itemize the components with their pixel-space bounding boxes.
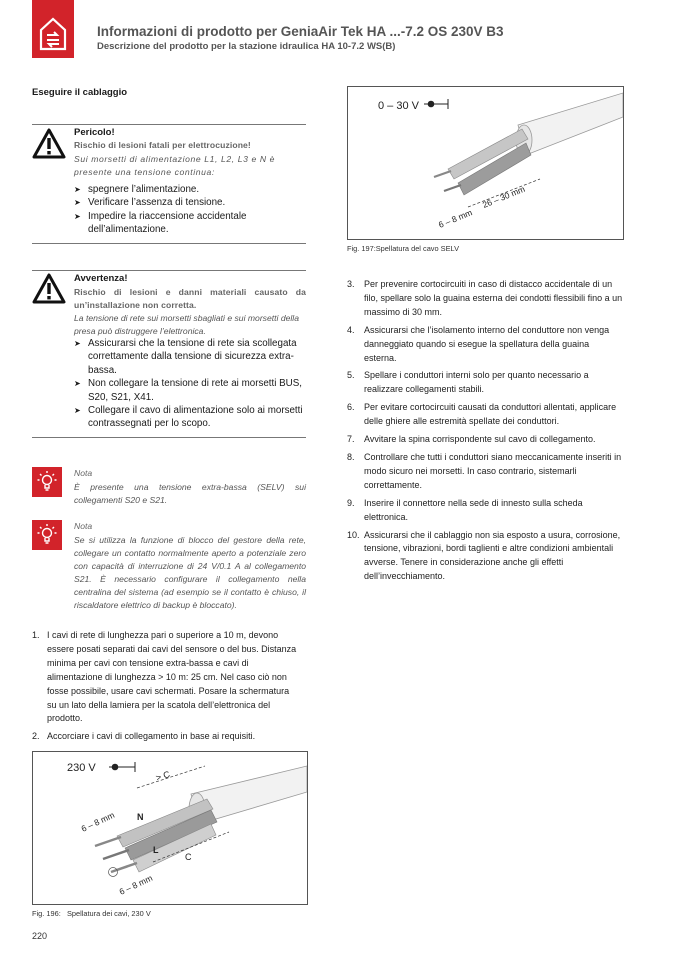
danger-title: Pericolo!: [74, 127, 115, 138]
warning-triangle-icon: [32, 273, 66, 305]
list-item: ➤ Impedire la riaccensione accidentale dell’alimentazione.: [74, 210, 306, 237]
note-title: Nota: [74, 468, 93, 478]
dim2-label: 6 – 8 mm: [437, 207, 474, 230]
list-item: 8. Controllare che tutti i conduttori siano meccanicamente inseriti in modo sicuro nei morsetti. In caso contrario, sistemarli correttamente.: [347, 451, 622, 490]
divider: [32, 437, 306, 438]
list-item: ➤ spegnere l’alimentazione.: [74, 183, 306, 196]
divider: [32, 124, 306, 125]
dim1-label: 26 – 30 mm: [481, 183, 527, 210]
caution-subtitle: Rischio di lesioni e danni materiali causato da un’installazione non corretta.: [74, 287, 306, 310]
cable-230v-illustration: [33, 752, 307, 904]
voltage-label: 230 V: [67, 762, 96, 774]
section-title: Eseguire il cablaggio: [32, 87, 128, 98]
lightbulb-icon: [32, 520, 62, 550]
note-text: È presente una tensione extra-bassa (SELV) sui collegamenti S20 e S21.: [74, 482, 306, 505]
cable-selv-illustration: [348, 87, 623, 239]
house-heat-icon: [32, 0, 74, 58]
list-item: 2. Accorciare i cavi di collegamento in base ai requisiti.: [32, 731, 256, 742]
list-item: 6. Per evitare cortocircuiti causati da conduttori allentati, applicare delle ghiere alle estremità spellate dei conduttori.: [347, 402, 617, 427]
steps-list-left: [32, 629, 298, 744]
divider: [32, 243, 306, 244]
dim-top-label: 6 – 8 mm: [79, 809, 116, 834]
list-item: ➤ Assicurarsi che la tensione di rete sia scollegata correttamente dalla tensione di sicurezza extra-bassa.: [74, 337, 306, 377]
figure-197: [347, 86, 624, 240]
caution-title: Avvertenza!: [74, 273, 128, 284]
danger-subtitle: Rischio di lesioni fatali per elettrocuzione!: [74, 140, 251, 150]
dim-bottom-label: 6 – 8 mm: [117, 872, 154, 897]
list-item: ➤ Collegare il cavo di alimentazione solo ai morsetti contrassegnati per lo scopo.: [74, 404, 306, 431]
note-title: Nota: [74, 521, 93, 531]
page-title: Informazioni di prodotto per GeniaAir Tek HA ...-7.2 OS 230V B3: [97, 24, 504, 39]
list-item: ➤ Non collegare la tensione di rete ai morsetti BUS, S20, S21, X41.: [74, 377, 306, 404]
lightbulb-icon: [32, 467, 62, 497]
list-item: ➤ Verificare l’assenza di tensione.: [74, 196, 306, 209]
list-item: 3. Per prevenire cortocircuiti in caso di distacco accidentale di un filo, spellare solo la guaina esterna dei condotti flessibili fino a un massimo di 30 mm.: [347, 279, 623, 317]
label-l: L: [153, 845, 159, 855]
voltage-label: 0 – 30 V: [378, 100, 419, 112]
dim-c-top-label: > C: [154, 768, 172, 783]
danger-text: Sui morsetti di alimentazione L1, L2, L3 e N è presente una tensione continua:: [74, 154, 276, 177]
page-number: 220: [32, 931, 48, 941]
note-text: Se si utilizza la funzione di blocco del gestore della rete, collegare un contatto normalmente aperto a potenziale zero con capacità di interruzione di 24 V/0.1 A al collegamento S21. È necessario configurare il collegamento nella centralina del sistema (ad esempio se il contatto è chiuso, il riscaldatore elettrico di backup è bloccato).: [74, 535, 306, 610]
list-item: 4. Assicurarsi che l’isolamento interno del conduttore non venga danneggiato quando si esegue la spellatura della guaina esterna.: [347, 324, 610, 363]
steps-list-right: [347, 278, 623, 584]
warning-triangle-icon: [32, 128, 66, 160]
list-item: 5. Spellare i conduttori interni solo per quanto necessario a realizzare collegamenti stabili.: [347, 370, 589, 395]
list-item: 7. Avvitare la spina corrispondente sul cavo di collegamento.: [347, 434, 596, 445]
label-n: N: [137, 812, 144, 822]
figure-196: [32, 751, 308, 905]
list-item: 1. I cavi di rete di lunghezza pari o superiore a 10 m, devono essere posati separati dai cavi del sensore o del bus. Distanza minima per cavi con tensione extra-bassa e cavi di alimentazione di lunghezza > 10 m: 25 cm. Nel caso ciò non fosse possibile, usare cavi schermati. Posare la schermatura su un lato della lamiera per la scatola dell’elettronica del prodotto.: [32, 630, 297, 724]
caution-text: La tensione di rete sui morsetti sbagliati e sui morsetti della presa può distruggere l’elettronica.: [74, 313, 299, 336]
dim-c-label: C: [185, 852, 192, 862]
caution-list: [74, 337, 306, 431]
list-item: 9. Inserire il connettore nella sede di innesto sulla scheda elettronica.: [347, 497, 583, 522]
list-item: 10. Assicurarsi che il cablaggio non sia esposto a usura, corrosione, tensione, vibrazioni, bordi taglienti e altre condizioni ambientali avverse. Tenere in considerazione anche gli effetti dell’invecchiamento.: [347, 529, 621, 582]
divider: [32, 270, 306, 271]
danger-list: [74, 183, 306, 237]
page-subtitle: Descrizione del prodotto per la stazione idraulica HA 10-7.2 WS(B): [97, 41, 396, 52]
brand-logo: [32, 0, 74, 58]
figure-caption: Fig. 196: Spellatura dei cavi, 230 V: [32, 909, 151, 918]
figure-caption: Fig. 197:Spellatura del cavo SELV: [347, 244, 460, 253]
